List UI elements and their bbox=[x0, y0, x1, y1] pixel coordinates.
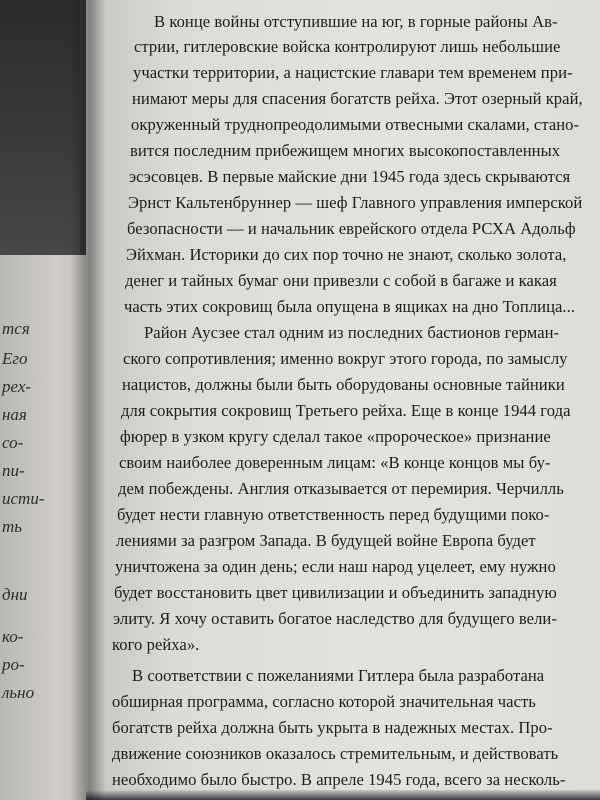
text-line: нацистов, должны были быть оборудованы основные тайники bbox=[122, 375, 565, 394]
text-line: эсэсовцев. В первые майские дни 1945 года здесь скрываются bbox=[129, 167, 571, 186]
text-line: будет восстановить цвет цивилизации и объединить западную bbox=[114, 583, 557, 602]
text-line: лениями за разгром Запада. В будущей войне Европа будет bbox=[116, 531, 536, 550]
text-line: необходимо было быстро. В апреле 1945 года, всего за несколь- bbox=[112, 770, 566, 789]
text-line: кого рейха». bbox=[112, 635, 200, 654]
text-line: денег и тайных бумаг они привезли с собой в багаже и какая bbox=[125, 271, 557, 290]
previous-page-line: тся bbox=[2, 319, 30, 338]
book-page bbox=[86, 0, 600, 800]
text-line: обширная программа, согласно которой значительная часть bbox=[112, 692, 536, 711]
text-line: дем побеждены. Англия отказывается от перемирия. Черчилль bbox=[118, 479, 564, 498]
book-gutter-shadow bbox=[70, 0, 106, 800]
previous-page-line: исти- bbox=[2, 489, 45, 508]
text-line: движение союзников оказалось стремительным, и действовать bbox=[112, 744, 559, 763]
text-line: окруженный труднопреодолимыми отвесными скалами, стано- bbox=[131, 115, 580, 134]
text-line: часть этих сокровищ была опущена в ящиках на дно Топлица... bbox=[124, 297, 576, 316]
previous-page-line: пи- bbox=[2, 461, 25, 480]
previous-page-line: ро- bbox=[2, 655, 25, 674]
previous-page-line: Его bbox=[2, 349, 28, 368]
text-line: своим наиболее доверенным лицам: «В конце концов мы бу- bbox=[119, 453, 551, 472]
previous-page-line: дни bbox=[2, 585, 28, 604]
text-line: для сокрытия сокровищ Третьего рейха. Еще в конце 1944 года bbox=[121, 401, 571, 420]
text-line: фюрер в узком кругу сделал такое «пророческое» признание bbox=[120, 427, 551, 446]
text-line: Эйхман. Историки до сих пор точно не знают, сколько золота, bbox=[126, 245, 567, 264]
text-line: будет нести главную ответственность перед будущими поко- bbox=[117, 505, 550, 524]
text-line: вится последним прибежищем многих высокопоставленных bbox=[130, 141, 561, 160]
text-line: Эрнст Кальтенбруннер — шеф Главного управления имперской bbox=[128, 193, 583, 212]
previous-page-line: ко- bbox=[2, 627, 24, 646]
previous-page-line: рех- bbox=[2, 377, 32, 396]
text-line: ского сопротивления; именно вокруг этого города, по замыслу bbox=[123, 349, 568, 368]
previous-page-line: со- bbox=[2, 433, 24, 452]
text-line: В конце войны отступившие на юг, в горные районы Ав- bbox=[154, 12, 558, 31]
page-text bbox=[86, 0, 600, 800]
text-line: уничтожена за один день; если наш народ уцелеет, ему нужно bbox=[115, 557, 556, 576]
background-dark bbox=[0, 0, 80, 290]
text-line: нимают меры для спасения богатств рейха. Этот озерный край, bbox=[132, 89, 583, 108]
previous-page-line: ть bbox=[2, 517, 23, 536]
previous-page-line: ная bbox=[2, 405, 27, 424]
text-line: В соответствии с пожеланиями Гитлера была разработана bbox=[132, 666, 545, 685]
previous-page-line: льно bbox=[2, 683, 35, 702]
text-line: безопасности — и начальник еврейского отдела РСХА Адольф bbox=[127, 219, 576, 238]
text-line: Район Аусзее стал одним из последних бастионов герман- bbox=[144, 323, 560, 342]
text-line: участки территории, а нацистские главари тем временем при- bbox=[133, 63, 573, 82]
text-line: элиту. Я хочу оставить богатое наследство для будущего вели- bbox=[113, 609, 557, 628]
page-bottom-edge bbox=[86, 790, 600, 800]
text-line: богатств рейха должна быть укрыта в надежных местах. Про- bbox=[112, 718, 553, 737]
text-line: стрии, гитлеровские войска контролируют лишь небольшие bbox=[134, 37, 561, 56]
